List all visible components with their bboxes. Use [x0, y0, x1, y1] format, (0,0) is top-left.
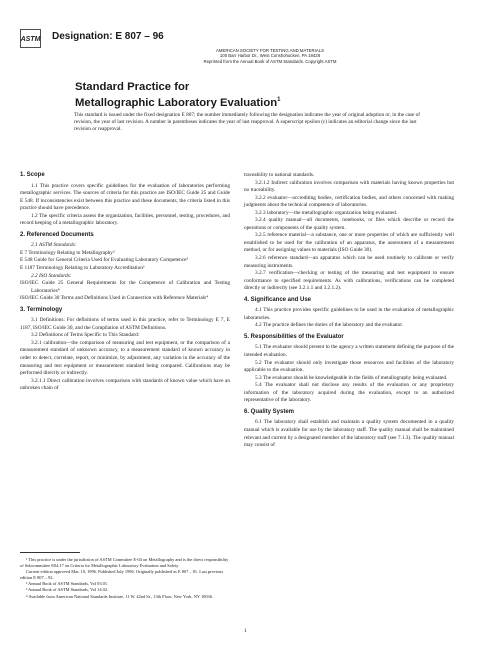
left-column [20, 172, 230, 393]
section-heading: 1. Scope [20, 172, 45, 178]
paragraph: 5.3 The evaluator should be knowledgeable in the fields of metallography being evaluated. [255, 374, 448, 381]
document-title: Standard Practice for Metallographic Laboratory Evaluation$^1$ [75, 81, 281, 109]
paragraph: 2.2 ISO Standards: [31, 272, 72, 279]
paragraph: 3.2.7 verification—checking or testing of the measuring and test equipment to ensure conformance to specified requirements. As with calibrations, verifications can be completed directly or indirectly (see 3.2.1.1 and 3.2.1.2). [244, 270, 454, 292]
paragraph: 5.1 The evaluator should present to the agency a written statement defining the purpose of the intended evaluation. [244, 344, 454, 359]
designation: Designation: E 807 – 96 [52, 31, 164, 42]
section-heading: 2. Referenced Documents [20, 231, 94, 238]
paragraph: 1.1 This practice covers specific guidelines for the evaluation of laboratories performing metallographic services. The sources of criteria for this practice are ISO/IEC Guide 25 and Guide E 548. If inconsistencies exist between this practice and these documents, the criteria listed in this practice should have precedence. [20, 182, 230, 212]
paragraph: 5.4 The evaluator shall not disclose any results of the evaluation or any proprietary information of the laboratory acquired during the evaluation, except to an authorized representative of the laboratory. [244, 382, 454, 404]
footnote: ¹ This practice is under the jurisdiction of ASTM Committee E-04 on Metallography and is the direct responsibility of Subcommittee E04.17 on Criteria for Metallographic Laboratory Evaluation and Safety. [20, 557, 229, 569]
footnote: ⁴ Available from American National Standards Institute, 11 W. 42nd St., 13th Floor, New York, NY 10036. [26, 593, 214, 599]
paragraph: 3.2 Definitions of Terms Specific to This Standard: [31, 332, 140, 339]
reference-item: E 548 Guide for General Criteria Used for Evaluating Laboratory Competence³ [20, 257, 189, 264]
right-column [244, 172, 454, 450]
society-address: AMERICAN SOCIETY FOR TESTING AND MATERIALS 100 Barr Harbor Dr., West Conshohocken, PA 19428 Reprinted from the Annual Book of ASTM Standards. Copyright ASTM [203, 48, 337, 64]
paragraph: 3.1 Definitions: For definitions of terms used in this practice, refer to Terminology E 7, E 1187, ISO/IEC Guide 30, and the Compilation of ASTM Definitions. [20, 317, 230, 331]
paragraph: 3.2.5 reference material—a substance, one or more properties of which are sufficiently well established to be used for the calibration of an apparatus, the assessment of a measurement method, or for assigning values to materials (ISO Guide 30). [244, 232, 454, 254]
paragraph: 3.2.1.2 Indirect calibration involves comparison with materials having known properties but no traceability. [244, 179, 454, 194]
reference-item: ISO/IEC Guide 30 Terms and Definitions Used in Connection with Reference Materials⁴ [20, 295, 209, 302]
paragraph: 3.2.4 quality manual—all documents, notebooks, or files which describe or record the operations or components of the quality system. [244, 217, 454, 231]
footnote: ² Annual Book of ASTM Standards, Vol 03.01. [26, 581, 109, 587]
paragraph: 3.2.3 laboratory—the metallographic organization being evaluated. [255, 209, 398, 216]
footnote: ³ Annual Book of ASTM Standards, Vol 14.02. [26, 587, 109, 593]
reference-item: E 7 Terminology Relating to Metallography² [20, 249, 115, 256]
paragraph: 3.2.2 evaluator—accrediting bodies, certification bodies, and others concerned with making judgments about the technical competence of laboratories. [244, 194, 454, 209]
footnote-divider [20, 552, 80, 553]
section-heading: 6. Quality System [244, 408, 295, 415]
page-number: 1 [244, 628, 247, 634]
svg-text:ASTM: ASTM [20, 36, 41, 43]
section-heading: 4. Significance and Use [244, 296, 312, 303]
paragraph: 1.2 The specific criteria assess the organization, facilities, personnel, testing, procedures, and record keeping of a metallographic laboratory. [20, 212, 230, 227]
reference-item: E 1187 Terminology Relating to Laboratory Accreditation³ [20, 265, 145, 272]
section-heading: 3. Terminology [20, 306, 63, 313]
paragraph: 3.2.1.1 Direct calibration involves comparison with standards of known value which have an unbroken chain of [20, 377, 230, 392]
paragraph: 3.2.6 reference standard—an apparatus which can be used routinely to calibrate or verify measuring instruments. [244, 255, 454, 269]
footnotes [20, 557, 230, 600]
issuance-note: This standard is issued under the fixed designation E 807; the number immediately following the designation indicates the year of original adoption or, in the case of revision, the year of last revision. A number in parentheses indicates the year of last reapproval. A superscript epsilon (ε) indicates an editorial change since the last revision or reapproval. [74, 112, 421, 132]
paragraph: 4.2 The practice defines the duties of the laboratory and the evaluator. [255, 322, 404, 329]
reference-item: ISO/IEC Guide 25 General Requirements for the Competence of Calibration and Testing Laboratories⁴ [20, 280, 230, 294]
section-heading: 5. Responsibilities of the Evaluator [244, 333, 344, 340]
paragraph: 5.2 The evaluator should only investigate those resources and facilities of the laboratory applicable to the evaluation. [244, 359, 454, 374]
paragraph: 4.1 This practice provides specific guidelines to be used in the evaluation of metallographic laboratories. [244, 307, 454, 321]
astm-logo-icon [20, 29, 41, 48]
footnote: Current edition approved Mar. 10, 1996. Published July 1996. Originally published as E 807 – 81. Last previous edition E 807 – 92. [20, 569, 224, 581]
paragraph: traceability to national standards. [244, 172, 315, 178]
paragraph: 6.1 The laboratory shall establish and maintain a quality system documented in a quality manual which is available for use by the laboratory staff. The quality manual shall be maintained relevant and current by a designated member of the laboratory staff (see 7.1.3). The quality manual may consist of [244, 419, 454, 449]
paragraph: 3.2.1 calibration—the comparison of measuring and test equipment, or the comparison of a measurement standard of unknown accuracy, to a measurement standard of known accuracy in order to detect, correlate, report, or minimize, by adjustment, any variation in the accuracy of the measuring and test equipment or measurement standard being compared. Calibrations may be performed directly or indirectly. [20, 339, 230, 377]
paragraph: 2.1 ASTM Standards: [31, 242, 77, 249]
